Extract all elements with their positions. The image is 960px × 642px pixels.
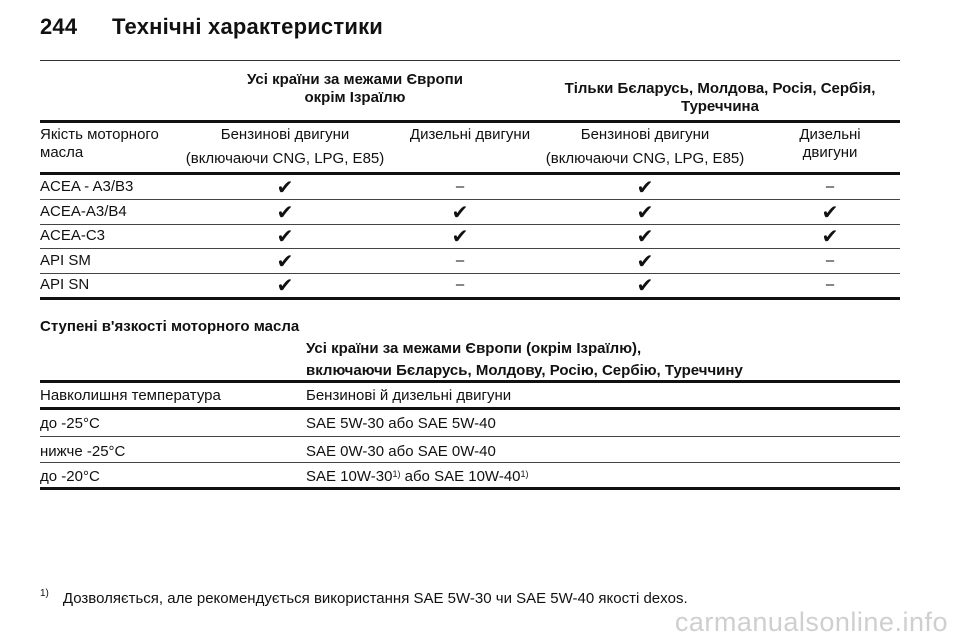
dash-mark: – [825, 178, 835, 195]
check-mark-icon: ✔ [276, 175, 294, 199]
footnote-text: Дозволяється, але рекомендується використання SAE 5W-30 чи SAE 5W-40 якості dexos. [62, 590, 688, 607]
check-mark-icon: ✔ [821, 224, 839, 248]
group-header-line: окрім Ізраїлю [304, 89, 406, 106]
group-header-line: Тільки Бєларусь, Молдова, Росія, Сербія, [564, 80, 876, 97]
table-header-rule [40, 172, 900, 175]
col-header-diesel-2 [780, 126, 880, 162]
table-bottom-rule [40, 297, 900, 300]
table-top-rule [40, 120, 900, 123]
check-mark-icon: ✔ [451, 199, 469, 224]
viscosity-row-temp: нижче -25°C [40, 443, 126, 460]
oil-quality-row-name: API SN [40, 276, 90, 293]
viscosity-row-divider [40, 462, 900, 463]
dash-mark: – [455, 251, 465, 269]
col-header-petrol: Бензинові двигуни [220, 126, 350, 143]
page-header [40, 14, 383, 40]
viscosity-row-temp: до -25°C [40, 415, 100, 432]
check-mark-icon: ✔ [276, 224, 294, 248]
col-header-line: Якість моторного [40, 126, 159, 143]
check-mark-icon: ✔ [276, 248, 294, 273]
check-mark-icon: ✔ [636, 248, 654, 273]
dash-mark: – [455, 178, 465, 195]
oil-quality-row-name: API SM [40, 251, 91, 269]
col-header-oil-quality [40, 126, 159, 162]
oil-quality-row-name: ACEA - A3/B3 [40, 178, 134, 195]
grade-text: або SAE 10W-40 [400, 468, 521, 485]
check-mark-icon: ✔ [276, 273, 294, 297]
col-header-petrol-note: (включаючи CNG, LPG, E85) [185, 150, 385, 167]
viscosity-col-temp: Навколишня температура [40, 387, 221, 404]
group-header-line: Туреччина [681, 98, 759, 115]
page-title: Технічні характеристики [112, 14, 384, 39]
viscosity-group-header-line: Усі країни за межами Європи (окрім Ізраїлю), [306, 340, 642, 357]
table-row-divider [40, 199, 900, 200]
viscosity-row-divider [40, 436, 900, 437]
check-mark-icon: ✔ [276, 199, 294, 224]
col-header-line: масла [40, 144, 84, 161]
table-row-divider [40, 273, 900, 274]
check-mark-icon: ✔ [451, 224, 469, 248]
check-mark-icon: ✔ [636, 199, 654, 224]
page-number: 244 [40, 14, 78, 39]
col-header-petrol-2-note: (включаючи CNG, LPG, E85) [545, 150, 745, 167]
footnote-ref: 1) [520, 469, 529, 479]
col-header-line: двигуни [802, 144, 858, 161]
check-mark-icon: ✔ [821, 199, 839, 224]
table-row-divider [40, 224, 900, 225]
viscosity-col-engines: Бензинові й дизельні двигуни [306, 387, 512, 404]
dash-mark: – [825, 251, 835, 269]
grade-text: SAE 10W-30 [306, 468, 393, 485]
oil-quality-row-name: ACEA-A3/B4 [40, 202, 127, 220]
footnote-ref: 1) [392, 469, 401, 479]
check-mark-icon: ✔ [636, 224, 654, 248]
footnote [40, 590, 688, 607]
viscosity-section-title: Ступені в'язкості моторного масла [40, 318, 300, 335]
viscosity-header-rule [40, 407, 900, 410]
check-mark-icon: ✔ [636, 273, 654, 297]
table-row-divider [40, 248, 900, 249]
viscosity-row-grade: SAE 0W-30 або SAE 0W-40 [306, 443, 496, 460]
oil-quality-row-name: ACEA-C3 [40, 227, 106, 244]
header-divider [40, 60, 900, 61]
watermark: carmanualsonline.info [674, 607, 948, 637]
viscosity-group-header [306, 340, 743, 380]
viscosity-top-rule [40, 380, 900, 383]
check-mark-icon: ✔ [636, 175, 654, 199]
col-header-petrol-2: Бензинові двигуни [580, 126, 710, 143]
col-header-line: Дизельні [799, 126, 861, 143]
footnote-marker: 1) [40, 588, 49, 599]
viscosity-row-temp: до -20°C [40, 468, 100, 485]
dash-mark: – [825, 276, 835, 293]
viscosity-bottom-rule [40, 487, 900, 490]
viscosity-group-header-line: включаючи Бєларусь, Молдову, Росію, Сербію, Туреччину [306, 362, 743, 379]
group-header-cis [540, 80, 900, 116]
col-header-diesel: Дизельні двигуни [409, 126, 531, 143]
dash-mark: – [455, 276, 465, 293]
viscosity-row-grade [306, 468, 529, 486]
group-header-outside-europe [210, 71, 500, 107]
viscosity-row-grade: SAE 5W-30 або SAE 5W-40 [306, 415, 496, 432]
group-header-line: Усі країни за межами Європи [247, 71, 463, 88]
